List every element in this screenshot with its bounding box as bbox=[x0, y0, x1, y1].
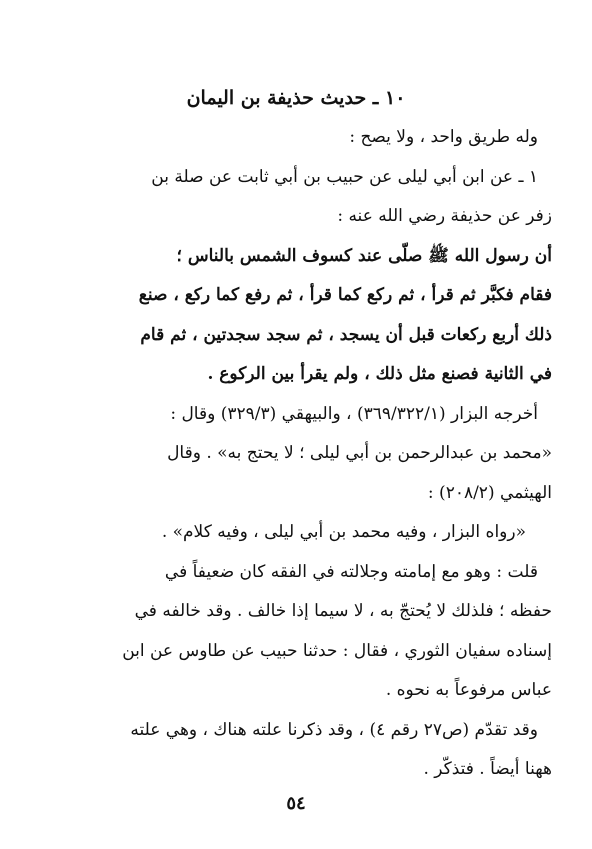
text-line: عباس مرفوعاً به نحوه . bbox=[385, 680, 552, 700]
text-line: ههنا أيضاً . فتذكّر . bbox=[423, 759, 552, 779]
text-line: وقد تقدّم (ص٢٧ رقم ٤) ، وقد ذكرنا علته هناك ، وهي علته bbox=[130, 719, 538, 740]
page-number: ٥٤ bbox=[286, 793, 306, 814]
text-line: «محمد بن عبدالرحمن بن أبي ليلى ؛ لا يحتج به» . وقال bbox=[167, 443, 552, 463]
hadith-text-line: فقام فكبَّر ثم قرأ ، ثم ركع كما قرأ ، ثم رفع كما ركع ، صنع bbox=[138, 285, 552, 305]
text-line: ١ ـ عن ابن أبي ليلى عن حبيب بن أبي ثابت عن صلة بن bbox=[151, 166, 538, 187]
hadith-text-line: أن رسول الله ﷺ صلّى عند كسوف الشمس بالناس ؛ bbox=[176, 245, 552, 266]
text-line: حفظه ؛ فلذلك لا يُحتجّ به ، لا سيما إذا خالف . وقد خالفه في bbox=[134, 601, 552, 621]
quote-line: «رواه البزار ، وفيه محمد بن أبي ليلى ، وفيه كلام» . bbox=[161, 522, 526, 542]
page-body bbox=[40, 78, 552, 790]
section-heading: ١٠ ـ حديث حذيفة بن اليمان bbox=[186, 87, 406, 109]
hadith-text-line: في الثانية فصنع مثل ذلك ، ولم يقرأ بين الركوع . bbox=[207, 364, 552, 384]
text-line: إسناده سفيان الثوري ، فقال : حدثنا حبيب عن طاوس عن ابن bbox=[122, 640, 552, 661]
text-line: الهيثمي (٢٠٨/٢) : bbox=[427, 482, 552, 503]
text-line: أخرجه البزار (٣٦٩/٣٢٢/١) ، والبيهقي (٣٢٩/٣) وقال : bbox=[170, 403, 538, 424]
text-line: زفر عن حذيفة رضي الله عنه : bbox=[337, 206, 552, 226]
hadith-text-line: ذلك أربع ركعات قبل أن يسجد ، ثم سجد سجدتين ، ثم قام bbox=[140, 324, 552, 345]
text-line: وله طريق واحد ، ولا يصح : bbox=[349, 127, 538, 147]
text-line: قلت : وهو مع إمامته وجلالته في الفقه كان ضعيفاً في bbox=[164, 561, 538, 582]
